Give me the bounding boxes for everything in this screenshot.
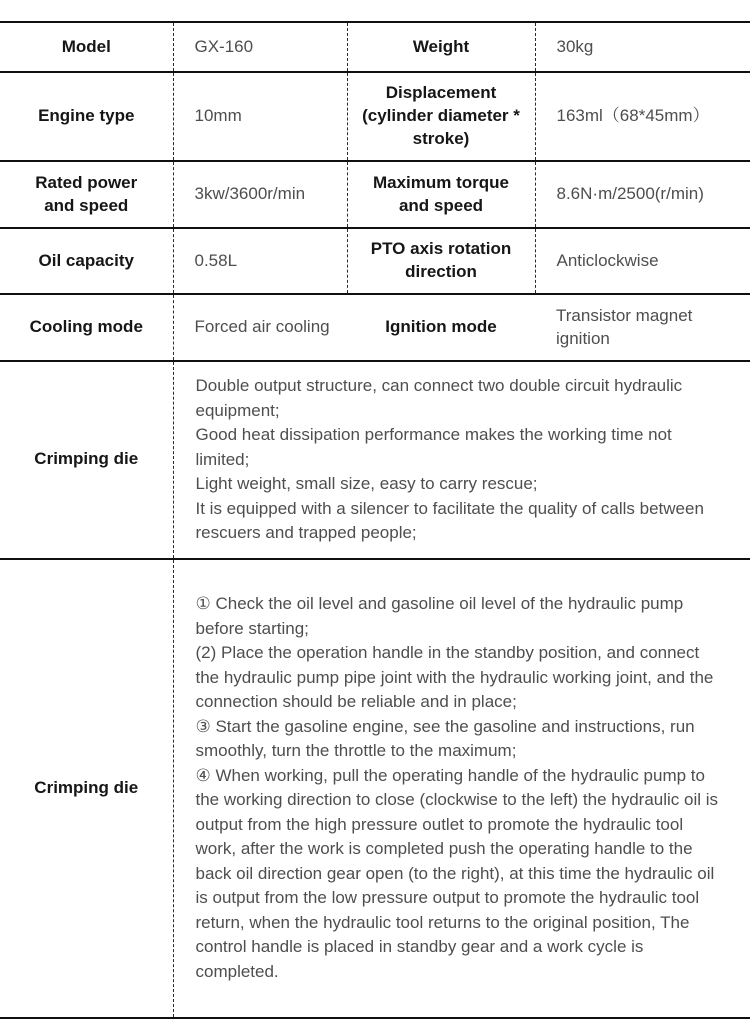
- spec-table: [0, 21, 750, 1019]
- weight-value: 30kg: [535, 22, 750, 72]
- cooling-mode-value: Forced air cooling: [173, 294, 347, 361]
- row-oil-capacity: [0, 228, 750, 294]
- engine-type-label: Engine type: [38, 106, 135, 126]
- model-label: Model: [61, 36, 111, 56]
- operation-step: ③ Start the gasoline engine, see the gasoline and instructions, run smoothly, turn the throttle to the maximum;: [195, 716, 695, 760]
- row-model: [0, 22, 750, 72]
- crimping-die-operation-text: [173, 559, 750, 1018]
- oil-capacity-value: 0.58L: [173, 228, 347, 294]
- weight-label: Weight: [347, 22, 535, 72]
- max-torque-value: 8.6N·m/2500(r/min): [535, 161, 750, 228]
- engine-type-value: 10mm: [173, 72, 347, 161]
- ignition-mode-label: Ignition mode: [385, 317, 497, 337]
- row-engine-type: [0, 72, 750, 161]
- cooling-mode-label: Cooling mode: [29, 317, 143, 337]
- crimping-die-features-text: [173, 361, 750, 559]
- max-torque-label: Maximum torque and speed: [347, 161, 535, 228]
- rated-power-value: 3kw/3600r/min: [173, 161, 347, 228]
- row-crimping-die-operation: [0, 559, 750, 1018]
- operation-step: ④ When working, pull the operating handle of the hydraulic pump to the working direction to close (clockwise to the left) the hydraulic oil is output from the high pressure outlet to promote the hydraulic tool work, after the work is completed push the operating handle to the back oil direction gear open (to the right), at this time the hydraulic oil is output from the low pressure output to promote the hydraulic tool return, when the hydraulic tool returns to the original position, The control handle is placed in standby gear and a work cycle is completed.: [195, 765, 719, 981]
- crimping-die-features-label: Crimping die: [34, 449, 139, 469]
- pto-rotation-label: PTO axis rotation direction: [347, 228, 535, 294]
- row-cooling-mode: [0, 294, 750, 361]
- model-value: GX-160: [173, 22, 347, 72]
- row-rated-power: [0, 161, 750, 228]
- feature-item: It is equipped with a silencer to facilitate the quality of calls between rescuers and trapped people;: [195, 498, 704, 542]
- ignition-mode-value: Transistor magnet ignition: [556, 305, 693, 348]
- oil-capacity-label: Oil capacity: [38, 250, 134, 270]
- displacement-label: Displacement (cylinder diameter * stroke): [347, 72, 535, 161]
- row-crimping-die-features: [0, 361, 750, 559]
- feature-item: Light weight, small size, easy to carry rescue;: [195, 474, 538, 493]
- operation-step: ① Check the oil level and gasoline oil level of the hydraulic pump before starting;: [195, 594, 684, 638]
- pto-rotation-value: Anticlockwise: [535, 228, 750, 294]
- feature-item: Good heat dissipation performance makes the working time not limited;: [195, 425, 672, 469]
- crimping-die-operation-label: Crimping die: [34, 777, 139, 797]
- displacement-value: 163ml（68*45mm）: [535, 72, 750, 161]
- rated-power-label: Rated power and speed: [35, 172, 138, 215]
- operation-step: (2) Place the operation handle in the standby position, and connect the hydraulic pump pipe joint with the hydraulic working joint, and the connection should be reliable and in place;: [195, 643, 714, 711]
- feature-item: Double output structure, can connect two double circuit hydraulic equipment;: [195, 376, 683, 420]
